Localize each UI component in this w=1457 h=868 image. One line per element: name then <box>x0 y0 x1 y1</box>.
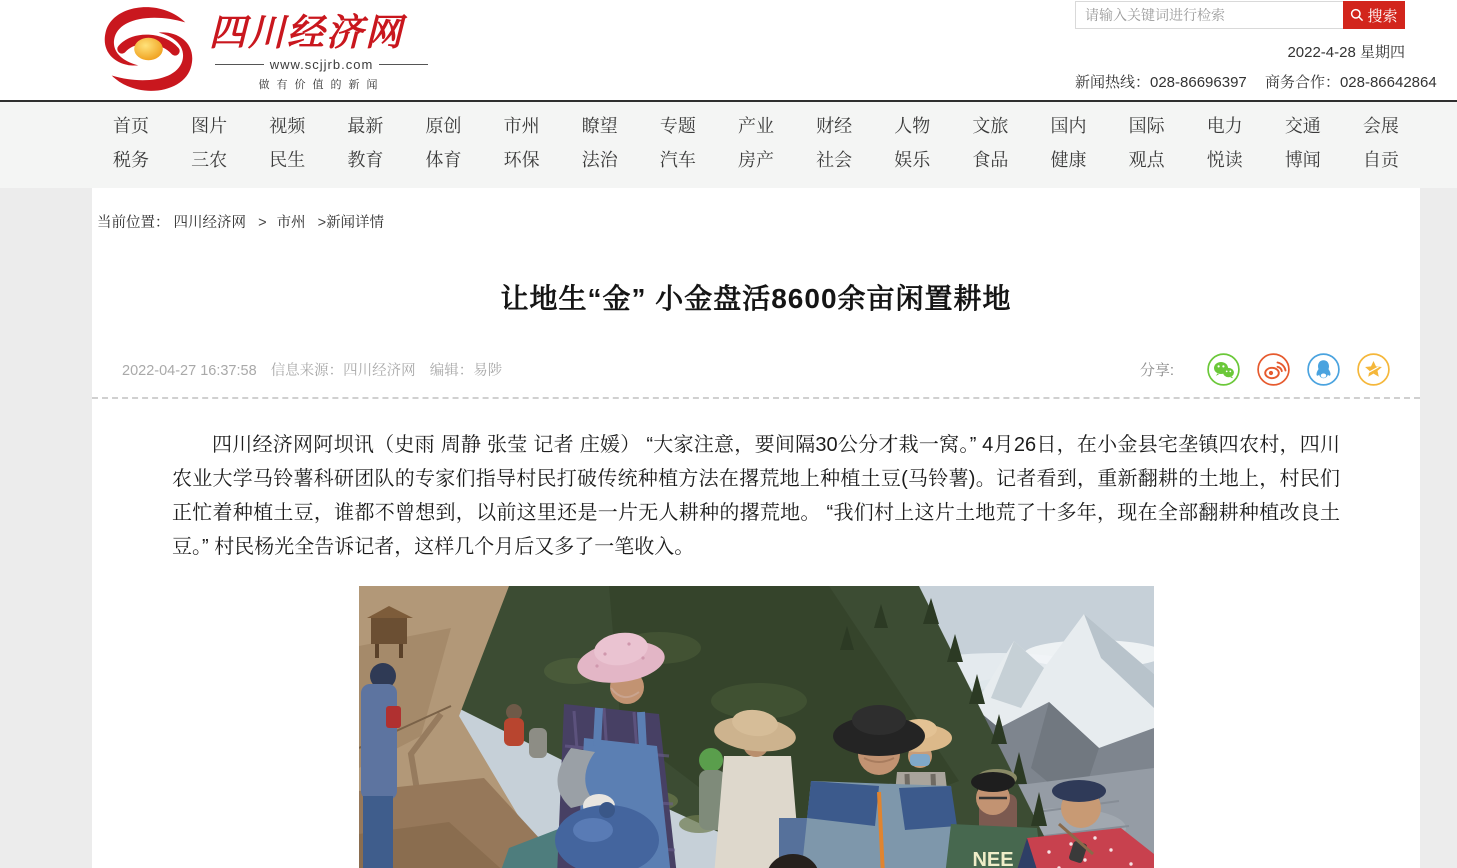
nav-item-transport[interactable]: 交通 <box>1284 116 1321 136</box>
logo-swirl-icon <box>95 4 203 101</box>
nav-item-domestic[interactable]: 国内 <box>1050 116 1087 136</box>
nav-item-society[interactable]: 社会 <box>816 150 853 170</box>
article-meta-row <box>92 353 1420 386</box>
breadcrumb-separator: > <box>258 215 267 231</box>
nav-item-culture-tourism[interactable]: 文旅 <box>972 116 1009 136</box>
nav-item-exhibition[interactable]: 会展 <box>1362 116 1399 136</box>
nav-item-health[interactable]: 健康 <box>1050 150 1087 170</box>
contact-line <box>1075 71 1437 92</box>
nav-item-bowen[interactable]: 博闻 <box>1284 150 1321 170</box>
nav-item-zigong[interactable]: 自贡 <box>1362 150 1399 170</box>
article-photo <box>359 586 1154 868</box>
nav-item-law[interactable]: 法治 <box>581 150 618 170</box>
share-weibo-icon[interactable] <box>1257 353 1290 386</box>
nav-item-reading[interactable]: 悦读 <box>1206 150 1243 170</box>
nav-item-entertainment[interactable]: 娱乐 <box>894 150 931 170</box>
share-box <box>1140 353 1390 386</box>
nav-item-original[interactable]: 原创 <box>425 116 462 136</box>
breadcrumb-separator: > <box>317 215 327 231</box>
breadcrumb-section-link[interactable]: 市州 <box>276 215 306 231</box>
publish-time: 2022-04-27 16:37:58 <box>122 363 257 379</box>
site-logo[interactable] <box>95 4 434 101</box>
nav-item-livelihood[interactable]: 民生 <box>269 150 306 170</box>
breadcrumb-current: 新闻详情 <box>326 215 385 231</box>
nav-item-tax[interactable]: 税务 <box>113 150 150 170</box>
editor-label: 编辑：易陟 <box>429 363 503 379</box>
nav-item-environment[interactable]: 环保 <box>503 150 540 170</box>
divider <box>92 397 1420 399</box>
nav-item-agriculture[interactable]: 三农 <box>191 150 228 170</box>
nav-item-special[interactable]: 专题 <box>659 116 696 136</box>
article-meta <box>122 359 512 380</box>
breadcrumb <box>92 188 1420 232</box>
search-input[interactable] <box>1075 1 1343 29</box>
source-label: 信息来源：四川经济网 <box>270 363 416 379</box>
nav-item-international[interactable]: 国际 <box>1128 116 1165 136</box>
nav-item-home[interactable]: 首页 <box>113 116 150 136</box>
nav-item-opinion[interactable]: 观点 <box>1128 150 1165 170</box>
search-button[interactable]: 搜索 <box>1343 1 1405 29</box>
nav-item-people[interactable]: 人物 <box>894 116 931 136</box>
share-qq-icon[interactable] <box>1307 353 1340 386</box>
current-date: 2022-4-28 星期四 <box>1287 44 1405 61</box>
nav-item-cities[interactable]: 市州 <box>503 116 540 136</box>
site-name: 四川经济网 <box>209 13 404 54</box>
share-qzone-icon[interactable] <box>1357 353 1390 386</box>
nav-item-pictures[interactable]: 图片 <box>191 116 228 136</box>
svg-text:NEE: NEE <box>971 849 1014 868</box>
site-url: www.scjjrb.com <box>209 57 434 72</box>
breadcrumb-home-link[interactable]: 四川经济网 <box>173 215 247 231</box>
search-icon <box>1350 8 1364 22</box>
search-bar <box>1075 1 1405 29</box>
nav-item-video[interactable]: 视频 <box>269 116 306 136</box>
nav-item-industry[interactable]: 产业 <box>737 116 774 136</box>
nav-item-education[interactable]: 教育 <box>347 150 384 170</box>
breadcrumb-label: 当前位置： <box>97 215 170 231</box>
nav-item-power[interactable]: 电力 <box>1206 116 1243 136</box>
nav-item-auto[interactable]: 汽车 <box>659 150 696 170</box>
header-right <box>1075 1 1437 92</box>
site-header <box>0 0 1457 100</box>
main-nav <box>0 100 1457 188</box>
article-paragraph: 四川经济网阿坝讯（史雨 周静 张莹 记者 庄媛） “大家注意，要间隔30公分才栽一窝。” 4月26日，在小金县宅垄镇四农村，四川农业大学马铃薯科研团队的专家们指导村民打破传统种植方法在撂荒地上种植土豆(马铃薯)。记者看到，重新翻耕的土地上，村民们正忙着种植土豆，谁都不曾想到，以前这里还是一片无人耕种的撂荒地。 “我们村上这片土地荒了十多年，现在全部翻耕种植改良土豆。” 村民杨光全告诉记者，这样几个月后又多了一笔收入。 <box>172 434 1340 558</box>
business-contact: 商务合作：028-86642864 <box>1264 74 1437 91</box>
nav-item-food[interactable]: 食品 <box>972 150 1009 170</box>
share-label: 分享: <box>1139 362 1174 379</box>
article-card <box>92 188 1420 868</box>
share-wechat-icon[interactable] <box>1207 353 1240 386</box>
site-tagline: 做有价值的新闻 <box>258 79 385 91</box>
nav-item-sports[interactable]: 体育 <box>425 150 462 170</box>
nav-grid <box>92 115 1420 172</box>
news-hotline: 新闻热线：028-86696397 <box>1075 74 1247 91</box>
article-title: 让地生“金” 小金盘活8600余亩闲置耕地 <box>500 283 1012 314</box>
nav-item-realestate[interactable]: 房产 <box>737 150 774 170</box>
nav-item-outlook[interactable]: 瞭望 <box>581 116 618 136</box>
nav-item-finance[interactable]: 财经 <box>816 116 853 136</box>
nav-item-latest[interactable]: 最新 <box>347 116 384 136</box>
